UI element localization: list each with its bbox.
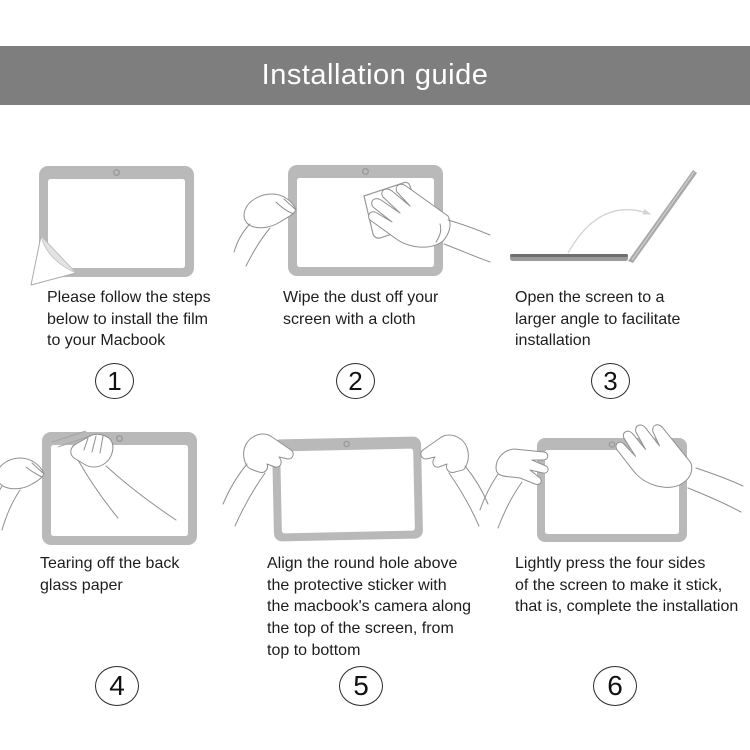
step5-text: Align the round hole above the protective sticker with the macbook's camera along the top of the screen, from top to bottom xyxy=(267,555,472,659)
holding-hand-icon xyxy=(234,194,296,266)
open-arrow-icon xyxy=(568,210,650,253)
step1-screen-peel-illustration xyxy=(30,160,230,282)
step4-number-badge: 4 xyxy=(95,666,139,706)
banner xyxy=(0,46,750,105)
step2-number-badge: 2 xyxy=(336,363,375,399)
step6-text: Lightly press the four sides of the screen to make it stick, that is, complete the installation xyxy=(515,555,739,616)
pinching-hand-icon xyxy=(0,458,44,530)
step1-number-badge: 1 xyxy=(95,363,134,399)
page-title: Installation guide xyxy=(261,59,489,91)
step4-tear-paper-illustration xyxy=(0,426,235,548)
step3-open-laptop-illustration xyxy=(500,158,750,278)
step6-press-illustration xyxy=(488,426,750,548)
step4-text: Tearing off the back glass paper xyxy=(40,555,180,594)
pressing-arm-lines xyxy=(688,468,743,512)
step6-number-badge: 6 xyxy=(593,666,637,706)
step5-align-illustration xyxy=(225,426,490,548)
step3-text: Open the screen to a larger angle to facilitate installation xyxy=(515,289,681,350)
step2-wipe-cloth-illustration xyxy=(240,158,490,280)
right-gripping-hand-icon xyxy=(421,435,488,526)
step5-number-badge: 5 xyxy=(339,666,383,706)
step1-text: Please follow the steps below to install the film to your Macbook xyxy=(47,289,211,350)
step3-number-badge: 3 xyxy=(591,363,630,399)
step2-text: Wipe the dust off your screen with a cloth xyxy=(283,289,439,328)
